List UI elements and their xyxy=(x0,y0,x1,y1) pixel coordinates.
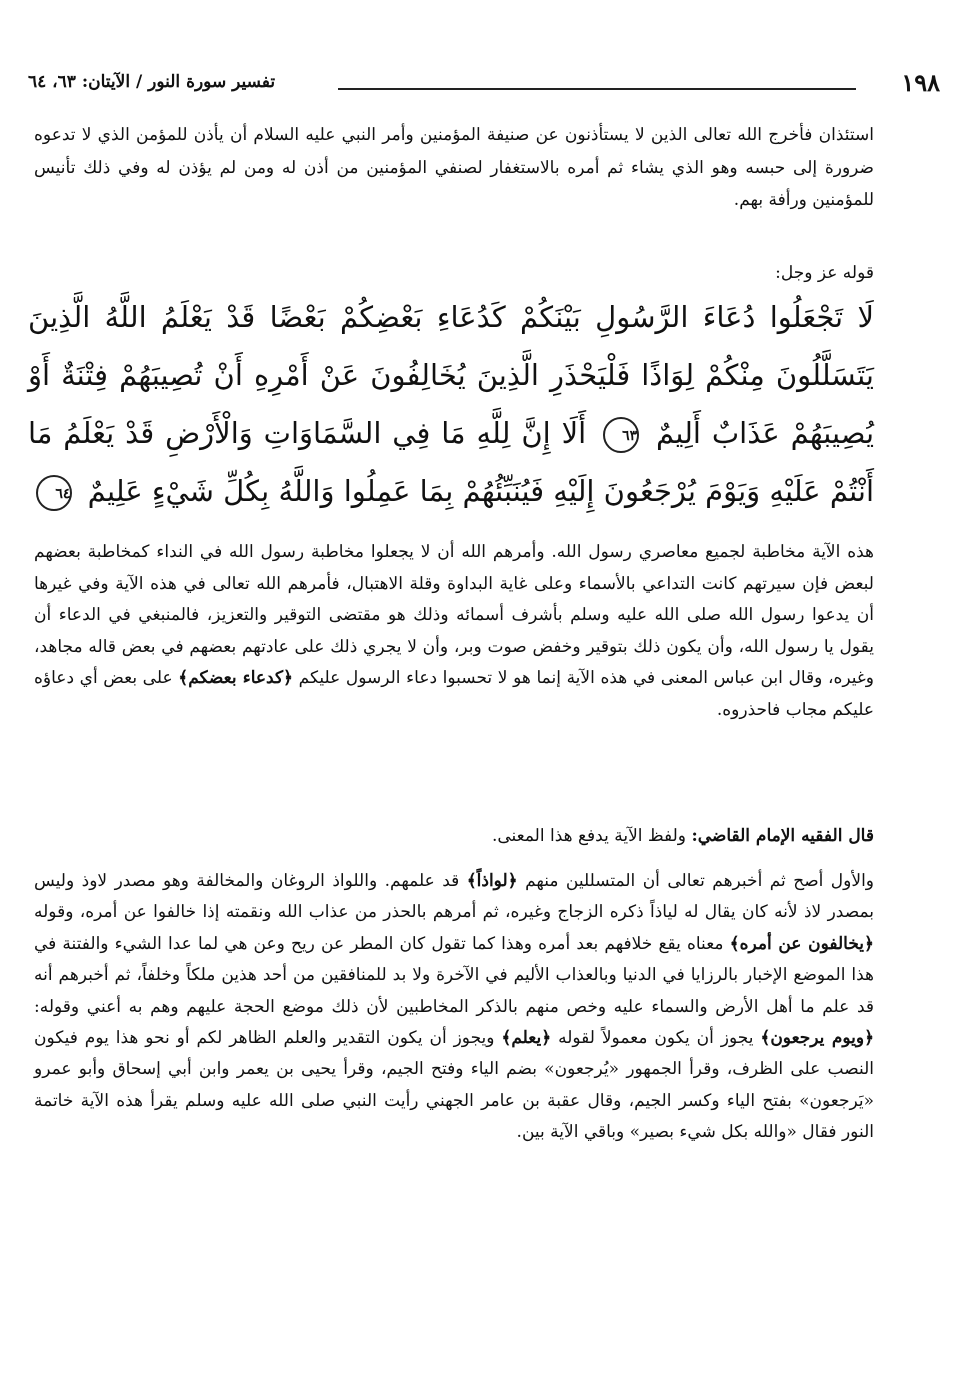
paragraph-2-text-a: هذه الآية مخاطبة لجميع معاصري رسول الله. وأمرهم الله أن لا يجعلوا مخاطبة رسول الله في النداء كمخاطبة بعضهم لبعض فإن سيرتهم كانت التداعي بالأسماء وعلى غاية البداوة وقلة الاهتبال، فأمرهم الله تعالى في هذه الآية وفي غيرها أن يدعوا رسول الله صلى الله عليه وسلم بأشرف أسمائه وذلك هو مقتضى التوقير والتعزيز، فالمنبغي في الدعاء أن يقول يا رسول الله، وأن يكون ذلك بتوقير وخفض صوت وبر، وأن لا يجري ذلك على عادتهم بعضهم في بعض قاله مجاهد، وغيره، وقال ابن عباس المعنى في هذه الآية إنما هو لا تحسبوا دعاء الرسول عليكم xyxy=(34,542,874,688)
verse-intro: قوله عز وجل: xyxy=(775,263,874,283)
quran-reference: ﴿يعلم﴾ xyxy=(501,1028,552,1049)
quran-reference: ﴿كدعاء بعضكم﴾ xyxy=(178,668,294,688)
quran-verse xyxy=(28,288,874,520)
verse-text-64: أَلَا إِنَّ لِلَّهِ مَا فِي السَّمَاوَاتِ وَالْأَرْضِ قَدْ يَعْلَمُ مَا أَنْتُمْ عَلَيْهِ وَيَوْمَ يُرْجَعُونَ إِلَيْهِ فَيُنَبِّئُهُمْ بِمَا عَمِلُوا وَاللَّهُ بِكُلِّ شَيْءٍ عَلِيمٌ xyxy=(28,416,874,508)
paragraph-4-text-d: يجوز أن يكون معمولاً لقوله xyxy=(558,1028,754,1049)
quran-reference: ﴿يخالفون عن أمره﴾ xyxy=(729,933,874,954)
paragraph-4-text-b: قد علمهم. واللواذ الروغان والمخالفة وهو مصدر لاوذ وليس بمصدر لاذ لأنه كان يقال له لياذاً ذكره الزجاج وغيره، ثم أمرهم بالحذر من عذاب الله ونقمته إذا خالفوا عن أمره، وقوله xyxy=(34,871,874,923)
paragraph-1: استئذان فأخرج الله تعالى الذين لا يستأذنون عن صنيفة المؤمنين وأمر النبي عليه السلام أن يأذن للمؤمن الذي لا تدعوه ضرورة إلى حبسه وهو الذي يشاء ثم أمره بالاستغفار لصنفي المؤمنين من أذن له ومن لم يؤذن له وفي ذلك تأنيس للمؤمنين ورأفة بهم. xyxy=(34,125,874,211)
paragraph-4-text-e: ويجوز أن يكون التقدير والعلم الظاهر لكم أو نحو هذا يوم فيكون النصب على الظرف، وقرأ الجمهور «يُرجعون» بضم الياء وفتح الجيم، وقرأ يحيى بن يعمر وابن أبي إسحاق وأبو عمرو «يَرجعون» بفتح الياء وكسر الجيم، وقال عقبة بن عامر الجهني رأيت النبي صلى الله عليه وسلم يقرأ هذه الآية خاتمة النور فقال «والله بكل شيء بصير» وباقي الآية بين. xyxy=(34,1028,874,1143)
verse-number-63: ٦٣ xyxy=(603,417,639,453)
running-title: تفسير سورة النور / الآيتان: ٦٣، ٦٤ xyxy=(28,72,276,92)
paragraph-3-text: ولفظ الآية يدفع هذا المعنى. xyxy=(491,826,687,846)
paragraph-4-text-c: معناه يقع خلافهم بعد أمره وهذا كما تقول كان المطر عن ريح وعن هي لما عدا الشيء والفتنة في هذا الموضع الإخبار بالرزايا في الدنيا وبالعذاب الأليم في الآخرة ولا بد للمنافقين من أحد هذين ملكاً وخلفاً، ثم أخبرهم أنه قد علم ما أهل الأرض والسماء عليه وخص منهم بالذكر المخاطبين لأن ذلك موضع الحجة عليهم وهم به أعني وقوله: xyxy=(34,933,874,1017)
header-rule xyxy=(338,88,856,90)
quran-reference: ﴿ويوم يرجعون﴾ xyxy=(760,1028,875,1049)
paragraph-3 xyxy=(34,820,874,853)
verse-number-64: ٦٤ xyxy=(36,475,72,511)
paragraph-4 xyxy=(34,866,874,1149)
page-header xyxy=(28,66,940,102)
paragraph-2-text-b: على بعض أي دعاؤه عليكم مجاب فاحذروه. xyxy=(34,668,874,720)
paragraph-2 xyxy=(34,537,874,726)
paragraph-4-text-a: والأول أصح ثم أخبرهم تعالى أن المتسللين منهم xyxy=(525,871,874,891)
page-number: ١٩٨ xyxy=(901,68,940,97)
quran-reference: ﴿لواذاً﴾ xyxy=(466,871,518,891)
speaker-label: قال الفقيه الإمام القاضي: xyxy=(691,826,874,846)
verse-text-63: لَا تَجْعَلُوا دُعَاءَ الرَّسُولِ بَيْنَكُمْ كَدُعَاءِ بَعْضِكُمْ بَعْضًا قَدْ يَعْلَمُ اللَّهُ الَّذِينَ يَتَسَلَّلُونَ مِنْكُمْ لِوَاذًا فَلْيَحْذَرِ الَّذِينَ يُخَالِفُونَ عَنْ أَمْرِهِ أَنْ تُصِيبَهُمْ فِتْنَةٌ أَوْ يُصِيبَهُمْ عَذَابٌ أَلِيمٌ xyxy=(28,300,875,450)
